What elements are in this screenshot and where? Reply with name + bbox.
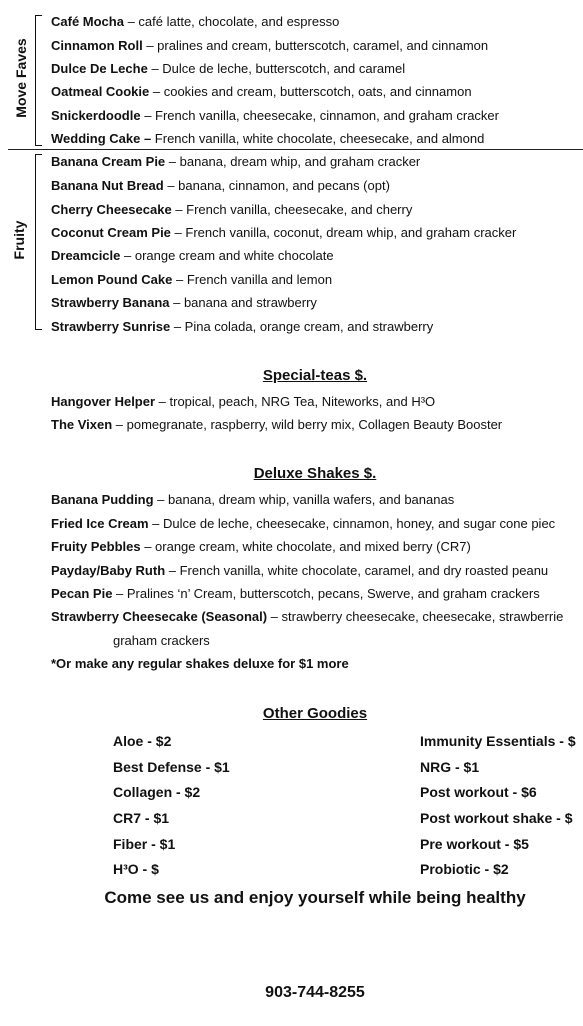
menu-item-dulce-de-leche: Dulce De Leche – Dulce de leche, butterscotch, and caramel xyxy=(51,61,406,76)
menu-item-cherry-cheesecake: Cherry Cheesecake – French vanilla, cheesecake, and cherry xyxy=(51,202,413,217)
deluxe-note: *Or make any regular shakes deluxe for $1 more xyxy=(51,656,349,671)
menu-item-fried-ice-cream: Fried Ice Cream – Dulce de leche, cheesecake, cinnamon, honey, and sugar cone piec xyxy=(51,516,556,531)
goodie-right-item: Post workout shake - $ xyxy=(420,810,573,826)
tagline: Come see us and enjoy yourself while being healthy xyxy=(104,888,526,907)
menu-item-fruity-pebbles: Fruity Pebbles – orange cream, white chocolate, and mixed berry (CR7) xyxy=(51,539,471,554)
move-faves-label: Move Faves xyxy=(13,38,29,118)
other-goodies-heading: Other Goodies xyxy=(262,705,368,722)
fruity-bracket xyxy=(35,154,42,330)
goodie-right-item: Post workout - $6 xyxy=(420,784,537,800)
goodie-left-item: CR7 - $1 xyxy=(113,810,170,826)
section-divider xyxy=(8,149,583,150)
menu-item-cafe-mocha: Café Mocha – café latte, chocolate, and espresso xyxy=(51,14,340,29)
menu-item-snickerdoodle: Snickerdoodle – French vanilla, cheesecake, cinnamon, and graham cracker xyxy=(51,108,499,123)
deluxe-shakes-heading: Deluxe Shakes $. xyxy=(253,465,377,482)
menu-item-lemon-pound-cake: Lemon Pound Cake – French vanilla and lemon xyxy=(51,272,333,287)
goodie-left-item: Best Defense - $1 xyxy=(113,759,230,775)
special-teas-heading: Special-teas $. xyxy=(262,367,368,384)
phone-number: 903-744-8255 xyxy=(265,984,365,1001)
goodie-left-item: Aloe - $2 xyxy=(113,733,172,749)
menu-item-strawberry-sunrise: Strawberry Sunrise – Pina colada, orange cream, and strawberry xyxy=(51,319,434,334)
goodie-right-item: Immunity Essentials - $ xyxy=(420,733,576,749)
menu-item-dreamcicle: Dreamcicle – orange cream and white chocolate xyxy=(51,248,334,263)
menu-item-banana-cream-pie: Banana Cream Pie – banana, dream whip, and graham cracker xyxy=(51,154,421,169)
menu-item-hangover-helper: Hangover Helper – tropical, peach, NRG Tea, Niteworks, and H³O xyxy=(51,394,436,409)
menu-item-oatmeal-cookie: Oatmeal Cookie – cookies and cream, butterscotch, oats, and cinnamon xyxy=(51,84,472,99)
menu-item-payday-baby-ruth: Payday/Baby Ruth – French vanilla, white chocolate, caramel, and dry roasted peanu xyxy=(51,563,549,578)
move-faves-bracket xyxy=(35,15,42,146)
goodie-left-item: Fiber - $1 xyxy=(113,836,176,852)
goodie-left-item: Collagen - $2 xyxy=(113,784,201,800)
menu-item-banana-nut-bread: Banana Nut Bread – banana, cinnamon, and pecans (opt) xyxy=(51,178,390,193)
menu-item-pecan-pie: Pecan Pie – Pralines ‘n’ Cream, butterscotch, pecans, Swerve, and graham crackers xyxy=(51,586,540,601)
menu-item-strawberry-banana: Strawberry Banana – banana and strawberry xyxy=(51,295,317,310)
fruity-label: Fruity xyxy=(11,220,27,260)
goodie-right-item: NRG - $1 xyxy=(420,759,480,775)
menu-item-wedding-cake: Wedding Cake – French vanilla, white chocolate, cheesecake, and almond xyxy=(51,131,485,146)
goodie-right-item: Pre workout - $5 xyxy=(420,836,529,852)
goodie-left-item: H³O - $ xyxy=(113,861,159,877)
menu-item-cinnamon-roll: Cinnamon Roll – pralines and cream, butterscotch, caramel, and cinnamon xyxy=(51,38,489,53)
menu-item-strawberry-cheesecake: Strawberry Cheesecake (Seasonal) – strawberry cheesecake, cheesecake, strawberrie xyxy=(51,609,564,624)
goodie-right-item: Probiotic - $2 xyxy=(420,861,509,877)
menu-item-banana-pudding: Banana Pudding – banana, dream whip, vanilla wafers, and bananas xyxy=(51,492,455,507)
menu-item-the-vixen: The Vixen – pomegranate, raspberry, wild berry mix, Collagen Beauty Booster xyxy=(51,417,503,432)
menu-item-continuation: graham crackers xyxy=(113,633,210,648)
menu-item-coconut-cream-pie: Coconut Cream Pie – French vanilla, coconut, dream whip, and graham cracker xyxy=(51,225,517,240)
